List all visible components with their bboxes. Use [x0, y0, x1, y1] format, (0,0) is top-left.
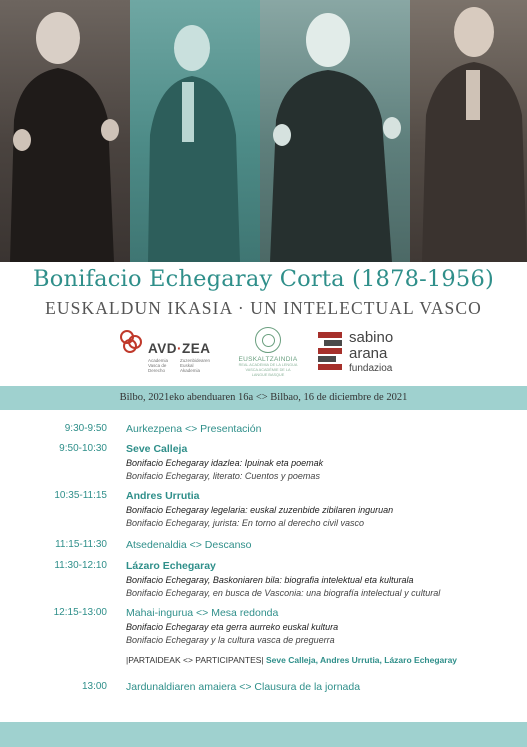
item-time: 12:15-13:00 [53, 607, 107, 618]
person-1-body [10, 68, 114, 262]
talk-title-eu: Bonifacio Echegaray legelaria: euskal zuzenbide zibilaren inguruan [126, 505, 394, 515]
footer-bar [0, 722, 527, 747]
talk-title-eu: Bonifacio Echegaray idazlea: Ipuinak eta poemak [126, 458, 324, 468]
portrait-silhouettes [0, 0, 527, 262]
item-title: Atsedenaldia <> Descanso [126, 539, 252, 551]
participants-names: Seve Calleja, Andres Urrutia, Lázaro Echegaray [266, 655, 458, 665]
item-speaker: Seve Calleja [126, 443, 188, 455]
avd-left-text: Academia Vasca de Derecho [148, 358, 169, 373]
person-1-face [36, 12, 80, 64]
sabino-arana-text: sabino arana fundazioa [349, 329, 394, 374]
item-time: 10:35-11:15 [54, 490, 107, 501]
euskaltzaindia-logo [238, 327, 298, 375]
person-3-face [306, 13, 350, 67]
talk-title-es: Bonifacio Echegaray, literato: Cuentos y poemas [126, 471, 320, 481]
euskaltzaindia-name: EUSKALTZAINDIA [238, 356, 298, 363]
talk-title-eu: Bonifacio Echegaray, Baskoniaren bila: biografia intelektual eta kulturala [126, 575, 414, 585]
participants-line [126, 655, 457, 665]
header-photo [0, 0, 527, 262]
item-time: 9:50-10:30 [59, 443, 107, 454]
rings-icon [120, 330, 144, 354]
person-2-face [174, 25, 210, 71]
avd-right-text: Zuzenbidearen Euskal Akademia [180, 358, 211, 373]
item-time: 11:15-11:30 [55, 539, 107, 550]
sabino-arana-logo [318, 330, 428, 376]
item-time: 13:00 [81, 681, 107, 692]
talk-title-es: Bonifacio Echegaray, en busca de Vasconia: una biografía intelectual y cultural [126, 588, 441, 598]
avd-zea-name: AVD·ZEA [148, 341, 211, 356]
euskaltzaindia-subtitle: REAL ACADEMIA DE LA LENGUA VASCA ACADÉMIE DE LA LANGUE BASQUE [238, 363, 298, 377]
avd-zea-logo [120, 328, 215, 374]
item-speaker: Lázaro Echegaray [126, 560, 216, 572]
item-title: Jardunaldiaren amaiera <> Clausura de la jornada [126, 681, 361, 693]
item-time: 9:30-9:50 [64, 423, 107, 434]
participants-label: |PARTAIDEAK <> PARTICIPANTES| [126, 655, 264, 665]
talk-title-es: Bonifacio Echegaray y la cultura vasca de preguerra [126, 635, 335, 645]
page-subtitle: EUSKALDUN IKASIA · UN INTELECTUAL VASCO [45, 298, 482, 318]
page-title: Bonifacio Echegaray Corta (1878-1956) [33, 266, 494, 292]
tree-emblem-icon [255, 327, 281, 353]
talk-title-eu: Bonifacio Echegaray eta gerra aurreko euskal kultura [126, 622, 339, 632]
talk-title-es: Bonifacio Echegaray, jurista: En torno al derecho civil vasco [126, 518, 364, 528]
item-title: Aurkezpena <> Presentación [126, 423, 262, 435]
person-4-face [454, 7, 494, 57]
sabino-mark-icon [318, 332, 342, 370]
person-3-body [270, 70, 392, 262]
item-time: 11:30-12:10 [54, 560, 107, 571]
item-speaker: Andres Urrutia [126, 490, 200, 502]
item-title: Mahai-ingurua <> Mesa redonda [126, 607, 279, 619]
date-bar: Bilbo, 2021eko abenduaren 16a <> Bilbao, 16 de diciembre de 2021 [0, 386, 527, 410]
